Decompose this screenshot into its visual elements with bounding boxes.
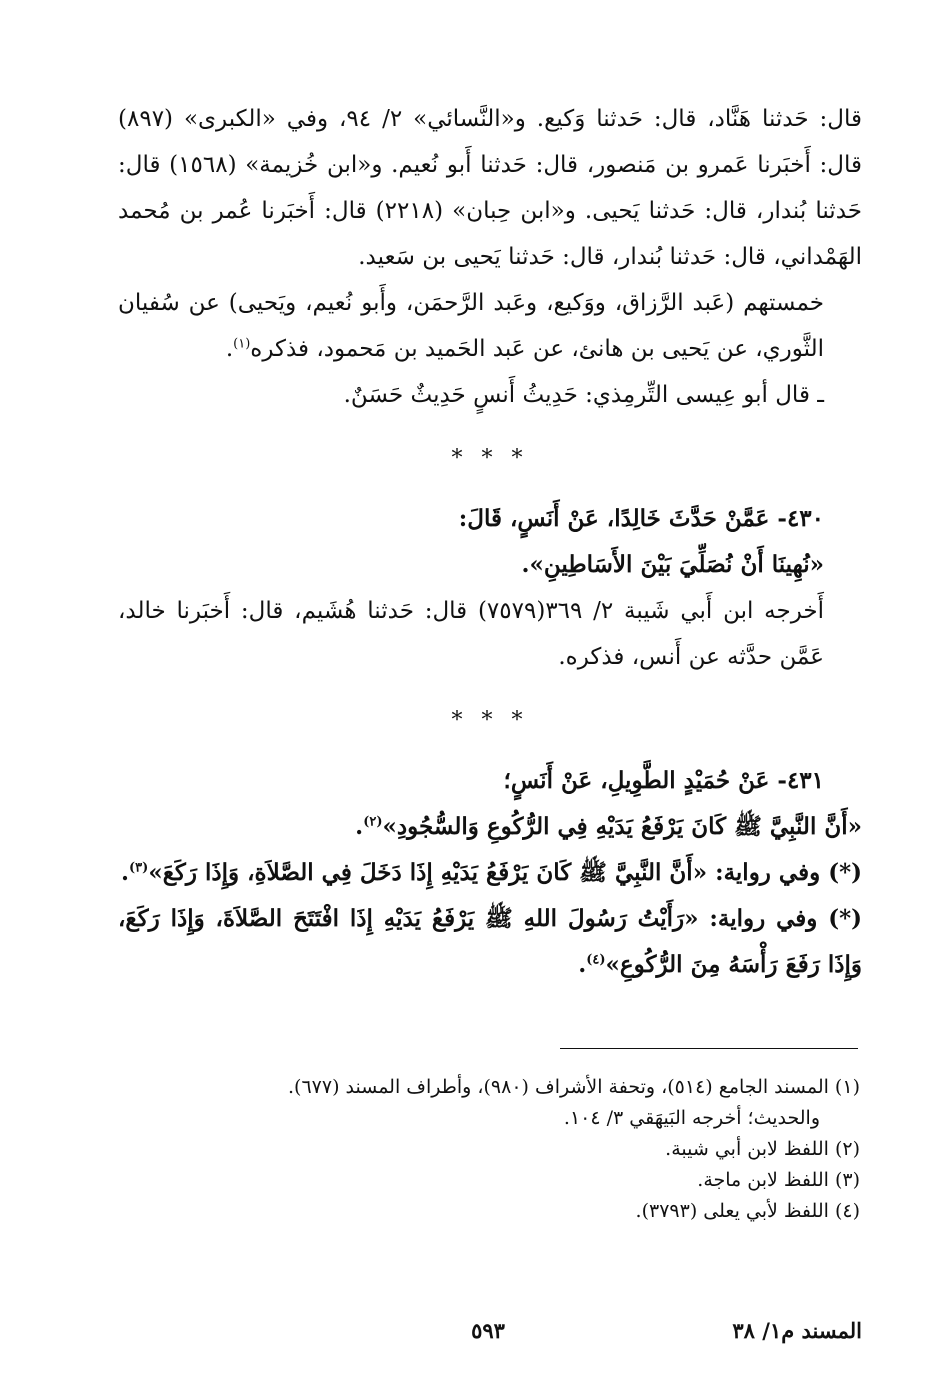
hadith-431-riwaya-1: (*) وفي رواية: «أَنَّ النَّبِيَّ ﷺ كَانَ يَرْفَعُ يَدَيْهِ إِذَا دَخَلَ فِي الصَّلاَةِ، وَإِذَا رَكَعَ»$^{(٣)}$. [121, 859, 862, 886]
paragraph-chain: قال: حَدثنا هَنَّاد، قال: حَدثنا وَكيع. و«النَّسائي» ٢/ ٩٤، وفي «الكبرى» (٨٩٧) قال: أَخبَرنا عَمرو بن مَنصور، قال: حَدثنا أَبو نُعيم. و«ابن خُزيمة» (١٥٦٨) قال: حَدثنا بُندار، قال: حَدثنا يَحيى. و«ابن حِبان» (٢٢١٨) قال: أَخبَرنا عُمر بن مُحمد الهَمْداني، قال: حَدثنا بُندار، قال: حَدثنا يَحيى بن سَعيد. [118, 106, 862, 270]
summary-text: خمستهم (عَبد الرَّزاق، ووَكيع، وعَبد الرَّحمَن، وأَبو نُعيم، ويَحيى) عن سُفيان الثَّوري، عن يَحيى بن هانئ، عن عَبد الحَميد بن مَحمود، فذكره [118, 290, 824, 362]
footnote-1-continued: والحديث؛ أخرجه البَيهَقي ٣/ ١٠٤. [563, 1107, 820, 1129]
hadith-431-matn: «أَنَّ النَّبِيَّ ﷺ كَانَ يَرْفَعُ يَدَيْهِ فِي الرُّكُوعِ وَالسُّجُودِ» [382, 813, 862, 840]
footnote-3: (٣) اللفظ لابن ماجة. [697, 1169, 860, 1191]
footnote-1: (١) المسند الجامع (٥١٤)، وتحفة الأشراف (٩٨٠)، وأطراف المسند (٦٧٧). [288, 1076, 860, 1098]
hadith-431-text: «أَنَّ النَّبِيَّ ﷺ كَانَ يَرْفَعُ يَدَيْهِ فِي الرُّكُوعِ وَالسُّجُودِ»$^{(٢)}$. [355, 813, 862, 840]
hadith-430-heading: ٤٣٠- عَمَّنْ حَدَّثَ خَالِدًا، عَنْ أَنَسٍ، قَالَ: [458, 505, 824, 532]
footnote-ref-2: (٢) [363, 814, 383, 830]
footnote-4: (٤) اللفظ لأبي يعلى (٣٧٩٣). [635, 1200, 860, 1222]
main-text [118, 96, 862, 988]
riwaya-1-text: (*) وفي رواية: «أَنَّ النَّبِيَّ ﷺ كَانَ يَرْفَعُ يَدَيْهِ إِذَا دَخَلَ فِي الصَّلاَةِ، وَإِذَا رَكَعَ» [148, 859, 862, 886]
paragraph-summary: خمستهم (عَبد الرَّزاق، ووَكيع، وعَبد الرَّحمَن، وأَبو نُعيم، ويَحيى) عن سُفيان الثَّوري، عن يَحيى بن هانئ، عن عَبد الحَميد بن مَحمود، فذكره$^{(١)}$. [118, 290, 824, 362]
hadith-430-takhrij: أَخرجه ابن أَبي شَيبة ٢/ ٣٦٩(٧٥٧٩) قال: حَدثنا هُشَيم، قال: أَخبَرنا خالد، عَمَّن حدَّثه عن أَنس، فذكره. [118, 598, 824, 670]
footnotes [160, 1072, 860, 1227]
page-footer [118, 1318, 862, 1358]
footnote-divider [560, 1048, 858, 1049]
page-number: ٥٩٣ [471, 1318, 505, 1343]
riwaya-2-text: (*) وفي رواية: «رَأَيْتُ رَسُولَ اللهِ ﷺ يَرْفَعُ يَدَيْهِ إِذَا افْتَتَحَ الصَّلاَةَ، وَإِذَا رَكَعَ، وَإِذَا رَفَعَ رَأْسَهُ مِنَ الرُّكُوعِ» [118, 905, 862, 978]
hadith-431-heading: ٤٣١- عَنْ حُمَيْدٍ الطَّوِيلِ، عَنْ أَنَسٍ؛ [503, 767, 824, 794]
footnote-2: (٢) اللفظ لابن أبي شيبة. [665, 1138, 860, 1160]
footnote-ref-4: (٤) [586, 952, 606, 968]
hadith-430-text: «نُهِينَا أَنْ نُصَلِّيَ بَيْنَ الأَسَاطِينِ». [521, 551, 824, 578]
tirmidhi-comment: ـ قال أبو عِيسى التِّرمِذي: حَدِيثُ أَنسٍ حَدِيثٌ حَسَنٌ. [343, 382, 824, 408]
section-separator: * * * [451, 446, 529, 471]
footnote-ref-3: (٣) [129, 860, 149, 876]
hadith-431-riwaya-2: (*) وفي رواية: «رَأَيْتُ رَسُولَ اللهِ ﷺ يَرْفَعُ يَدَيْهِ إِذَا افْتَتَحَ الصَّلاَةَ، وَإِذَا رَكَعَ، وَإِذَا رَفَعَ رَأْسَهُ مِنَ الرُّكُوعِ»$^{(٤)}$. [118, 905, 862, 978]
footnote-ref-1: (١) [233, 336, 251, 352]
section-separator: * * * [451, 708, 529, 733]
volume-signature: المسند م١/ ٣٨ [732, 1318, 862, 1343]
